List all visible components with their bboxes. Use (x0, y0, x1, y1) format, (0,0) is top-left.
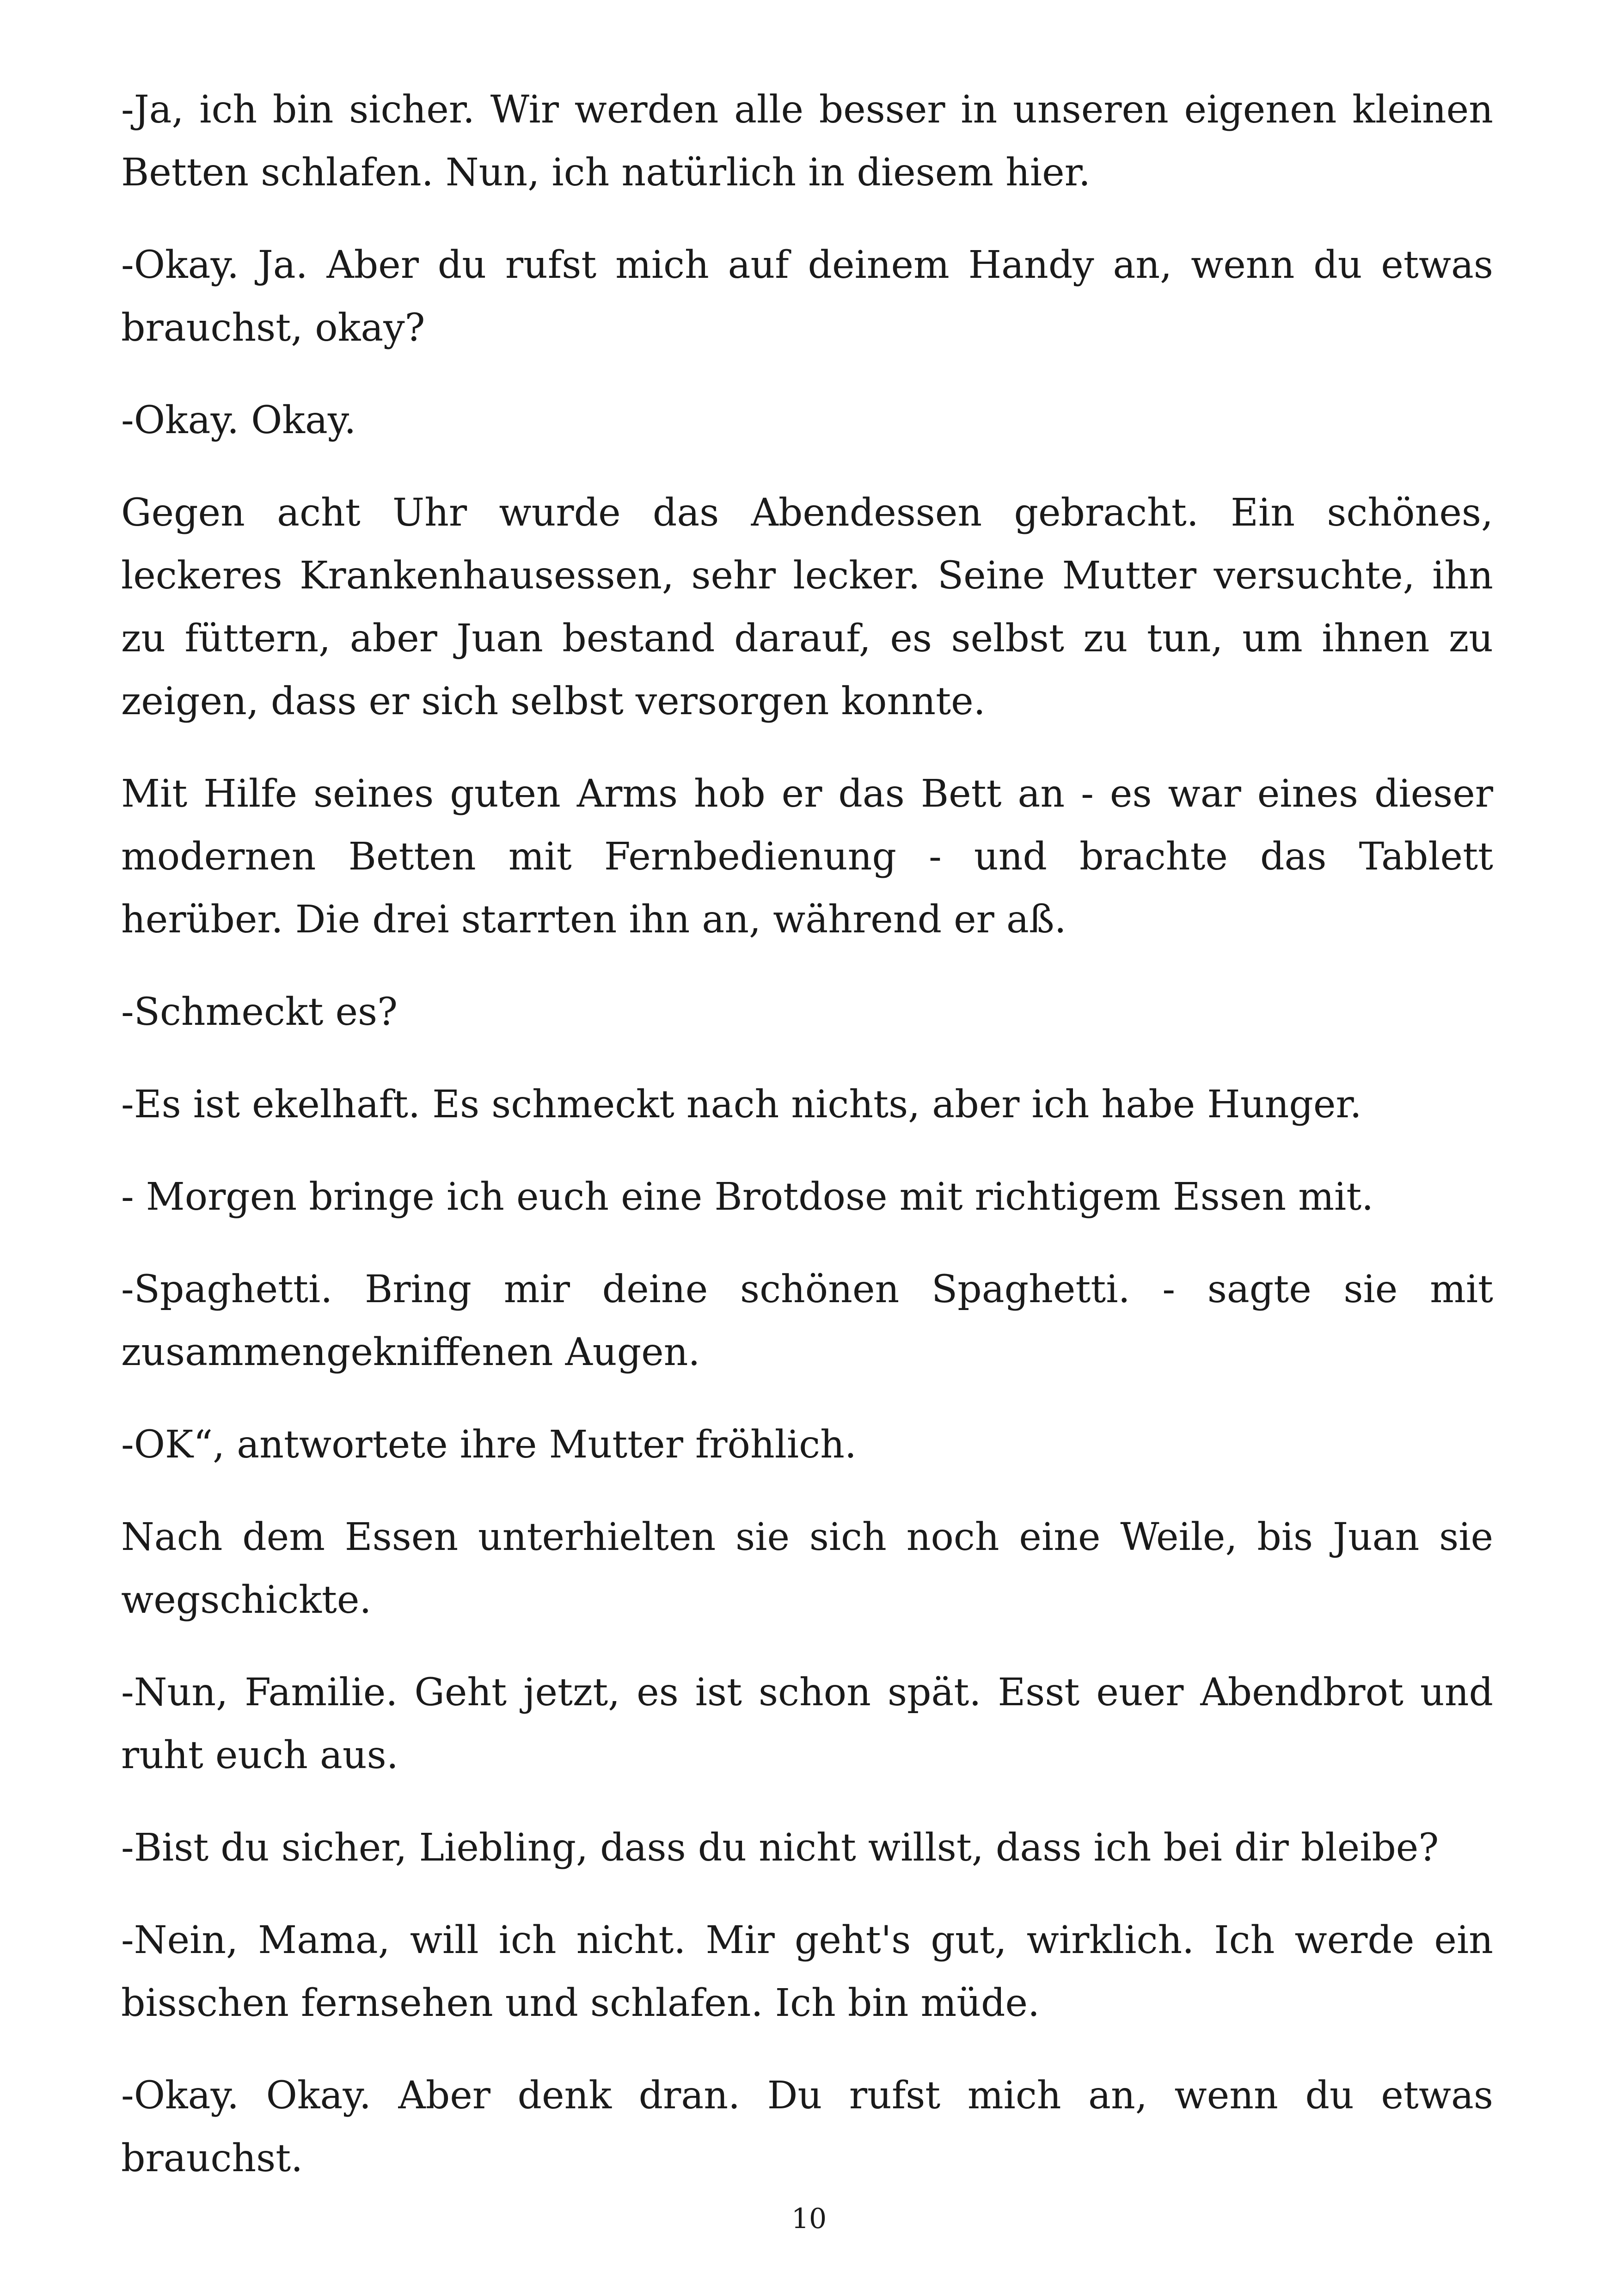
paragraph: -Nun, Familie. Geht jetzt, es ist schon spät. Esst euer Abendbrot und ruht euch aus. (121, 1671, 1493, 1777)
text-body (121, 79, 1493, 2190)
paragraph: Mit Hilfe seines guten Arms hob er das Bett an - es war eines dieser modernen Betten mit Fernbedienung - und brachte das Tablett herüber. Die drei starrten ihn an, während er aß. (121, 772, 1493, 942)
paragraph: -Bist du sicher, Liebling, dass du nicht willst, dass ich bei dir bleibe? (121, 1826, 1439, 1870)
paragraph: Gegen acht Uhr wurde das Abendessen gebracht. Ein schönes, leckeres Krankenhausessen, sehr lecker. Seine Mutter versuchte, ihn zu füttern, aber Juan bestand darauf, es selbst zu tun, um ihnen zu zeigen, dass er sich selbst versorgen konnte. (121, 491, 1493, 723)
paragraph: -Okay. Okay. Aber denk dran. Du rufst mich an, wenn du etwas brauchst. (121, 2074, 1493, 2180)
paragraph: -Okay. Okay. (121, 398, 356, 442)
paragraph: -Spaghetti. Bring mir deine schönen Spaghetti. - sagte sie mit zusammengekniffenen Augen. (121, 1267, 1493, 1374)
paragraph: -Okay. Ja. Aber du rufst mich auf deinem Handy an, wenn du etwas brauchst, okay? (121, 243, 1493, 350)
paragraph: - Morgen bringe ich euch eine Brotdose mit richtigem Essen mit. (121, 1175, 1374, 1219)
paragraph: -Es ist ekelhaft. Es schmeckt nach nichts, aber ich habe Hunger. (121, 1083, 1362, 1127)
paragraph: -Nein, Mama, will ich nicht. Mir geht's gut, wirklich. Ich werde ein bisschen fernsehen und schlafen. Ich bin müde. (121, 1918, 1493, 2025)
page-number: 10 (791, 2203, 827, 2235)
paragraph: -OK“, antwortete ihre Mutter fröhlich. (121, 1423, 857, 1467)
paragraph: -Ja, ich bin sicher. Wir werden alle besser in unseren eigenen kleinen Betten schlafen. Nun, ich natürlich in diesem hier. (121, 88, 1493, 195)
paragraph: Nach dem Essen unterhielten sie sich noch eine Weile, bis Juan sie wegschickte. (121, 1515, 1493, 1622)
paragraph: -Schmeckt es? (121, 990, 398, 1034)
